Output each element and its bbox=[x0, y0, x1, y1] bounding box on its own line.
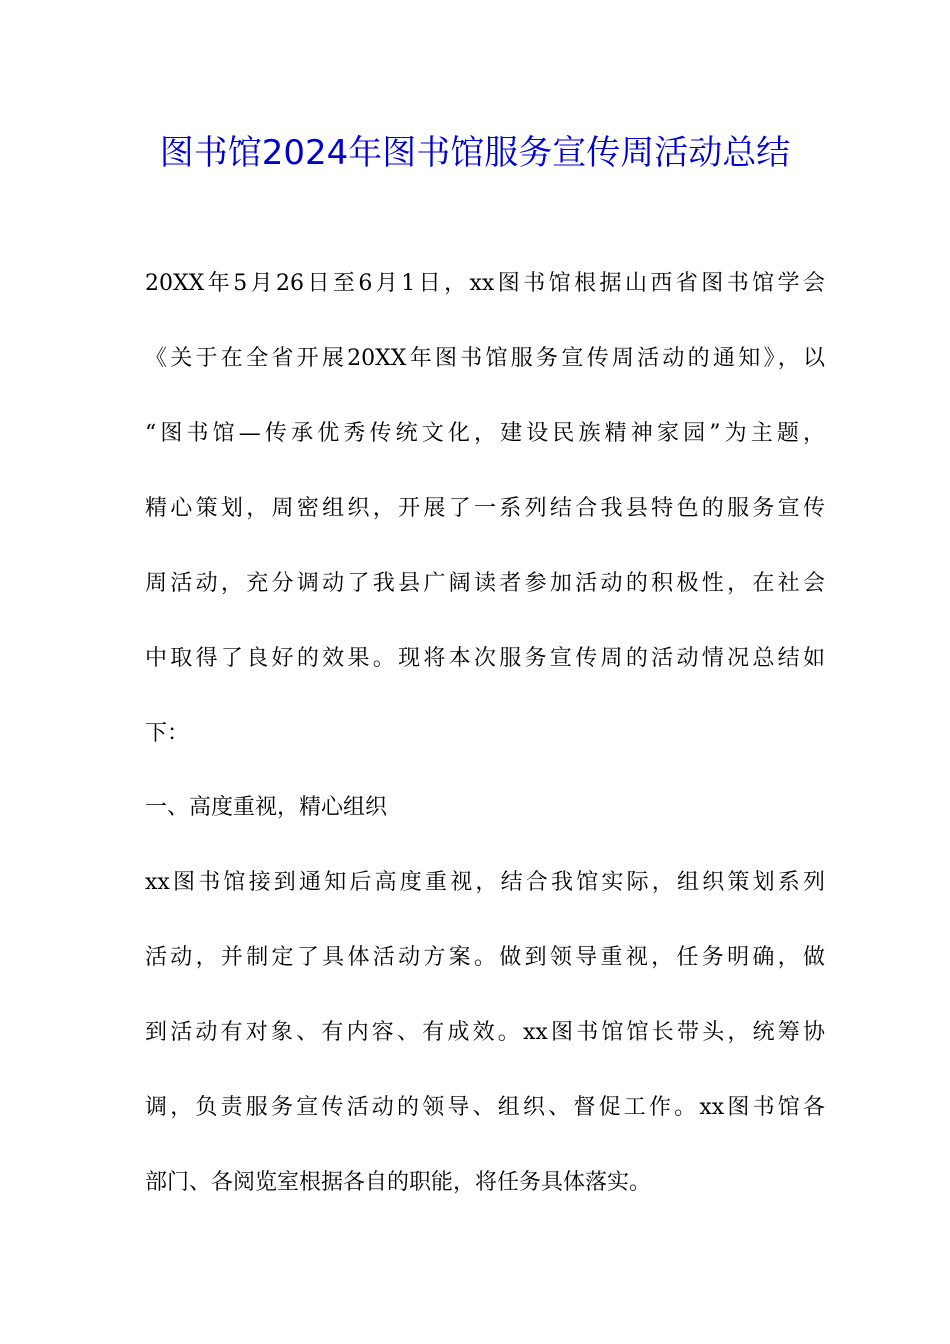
document-title: 图书馆2024年图书馆服务宣传周活动总结 bbox=[159, 133, 791, 173]
paragraph-2-line-4: 调，负责服务宣传活动的领导、组织、督促工作。xx图书馆各 bbox=[145, 1095, 825, 1120]
paragraph-1-line-6: 中取得了良好的效果。现将本次服务宣传周的活动情况总结如 bbox=[145, 646, 825, 671]
paragraph-2-line-3: 到活动有对象、有内容、有成效。xx图书馆馆长带头，统筹协 bbox=[145, 1020, 825, 1045]
paragraph-1-line-2: 《关于在全省开展20XX年图书馆服务宣传周活动的通知》，以 bbox=[145, 346, 825, 371]
paragraph-1-line-1: 20XX年5月26日至6月1日，xx图书馆根据山西省图书馆学会 bbox=[145, 271, 825, 296]
paragraph-1-line-7: 下： bbox=[145, 721, 190, 746]
paragraph-2-line-5: 部门、各阅览室根据各自的职能，将任务具体落实。 bbox=[145, 1170, 652, 1195]
paragraph-1-line-5: 周活动，充分调动了我县广阔读者参加活动的积极性，在社会 bbox=[145, 571, 825, 596]
paragraph-1-line-3: “图书馆—传承优秀传统文化，建设民族精神家园”为主题， bbox=[145, 421, 825, 446]
section-1-heading: 一、高度重视，精心组织 bbox=[145, 795, 388, 820]
paragraph-2-line-2: 活动，并制定了具体活动方案。做到领导重视，任务明确，做 bbox=[145, 945, 825, 970]
paragraph-1-line-4: 精心策划，周密组织，开展了一系列结合我县特色的服务宣传 bbox=[145, 496, 825, 521]
paragraph-2-line-1: xx图书馆接到通知后高度重视，结合我馆实际，组织策划系列 bbox=[145, 870, 825, 895]
